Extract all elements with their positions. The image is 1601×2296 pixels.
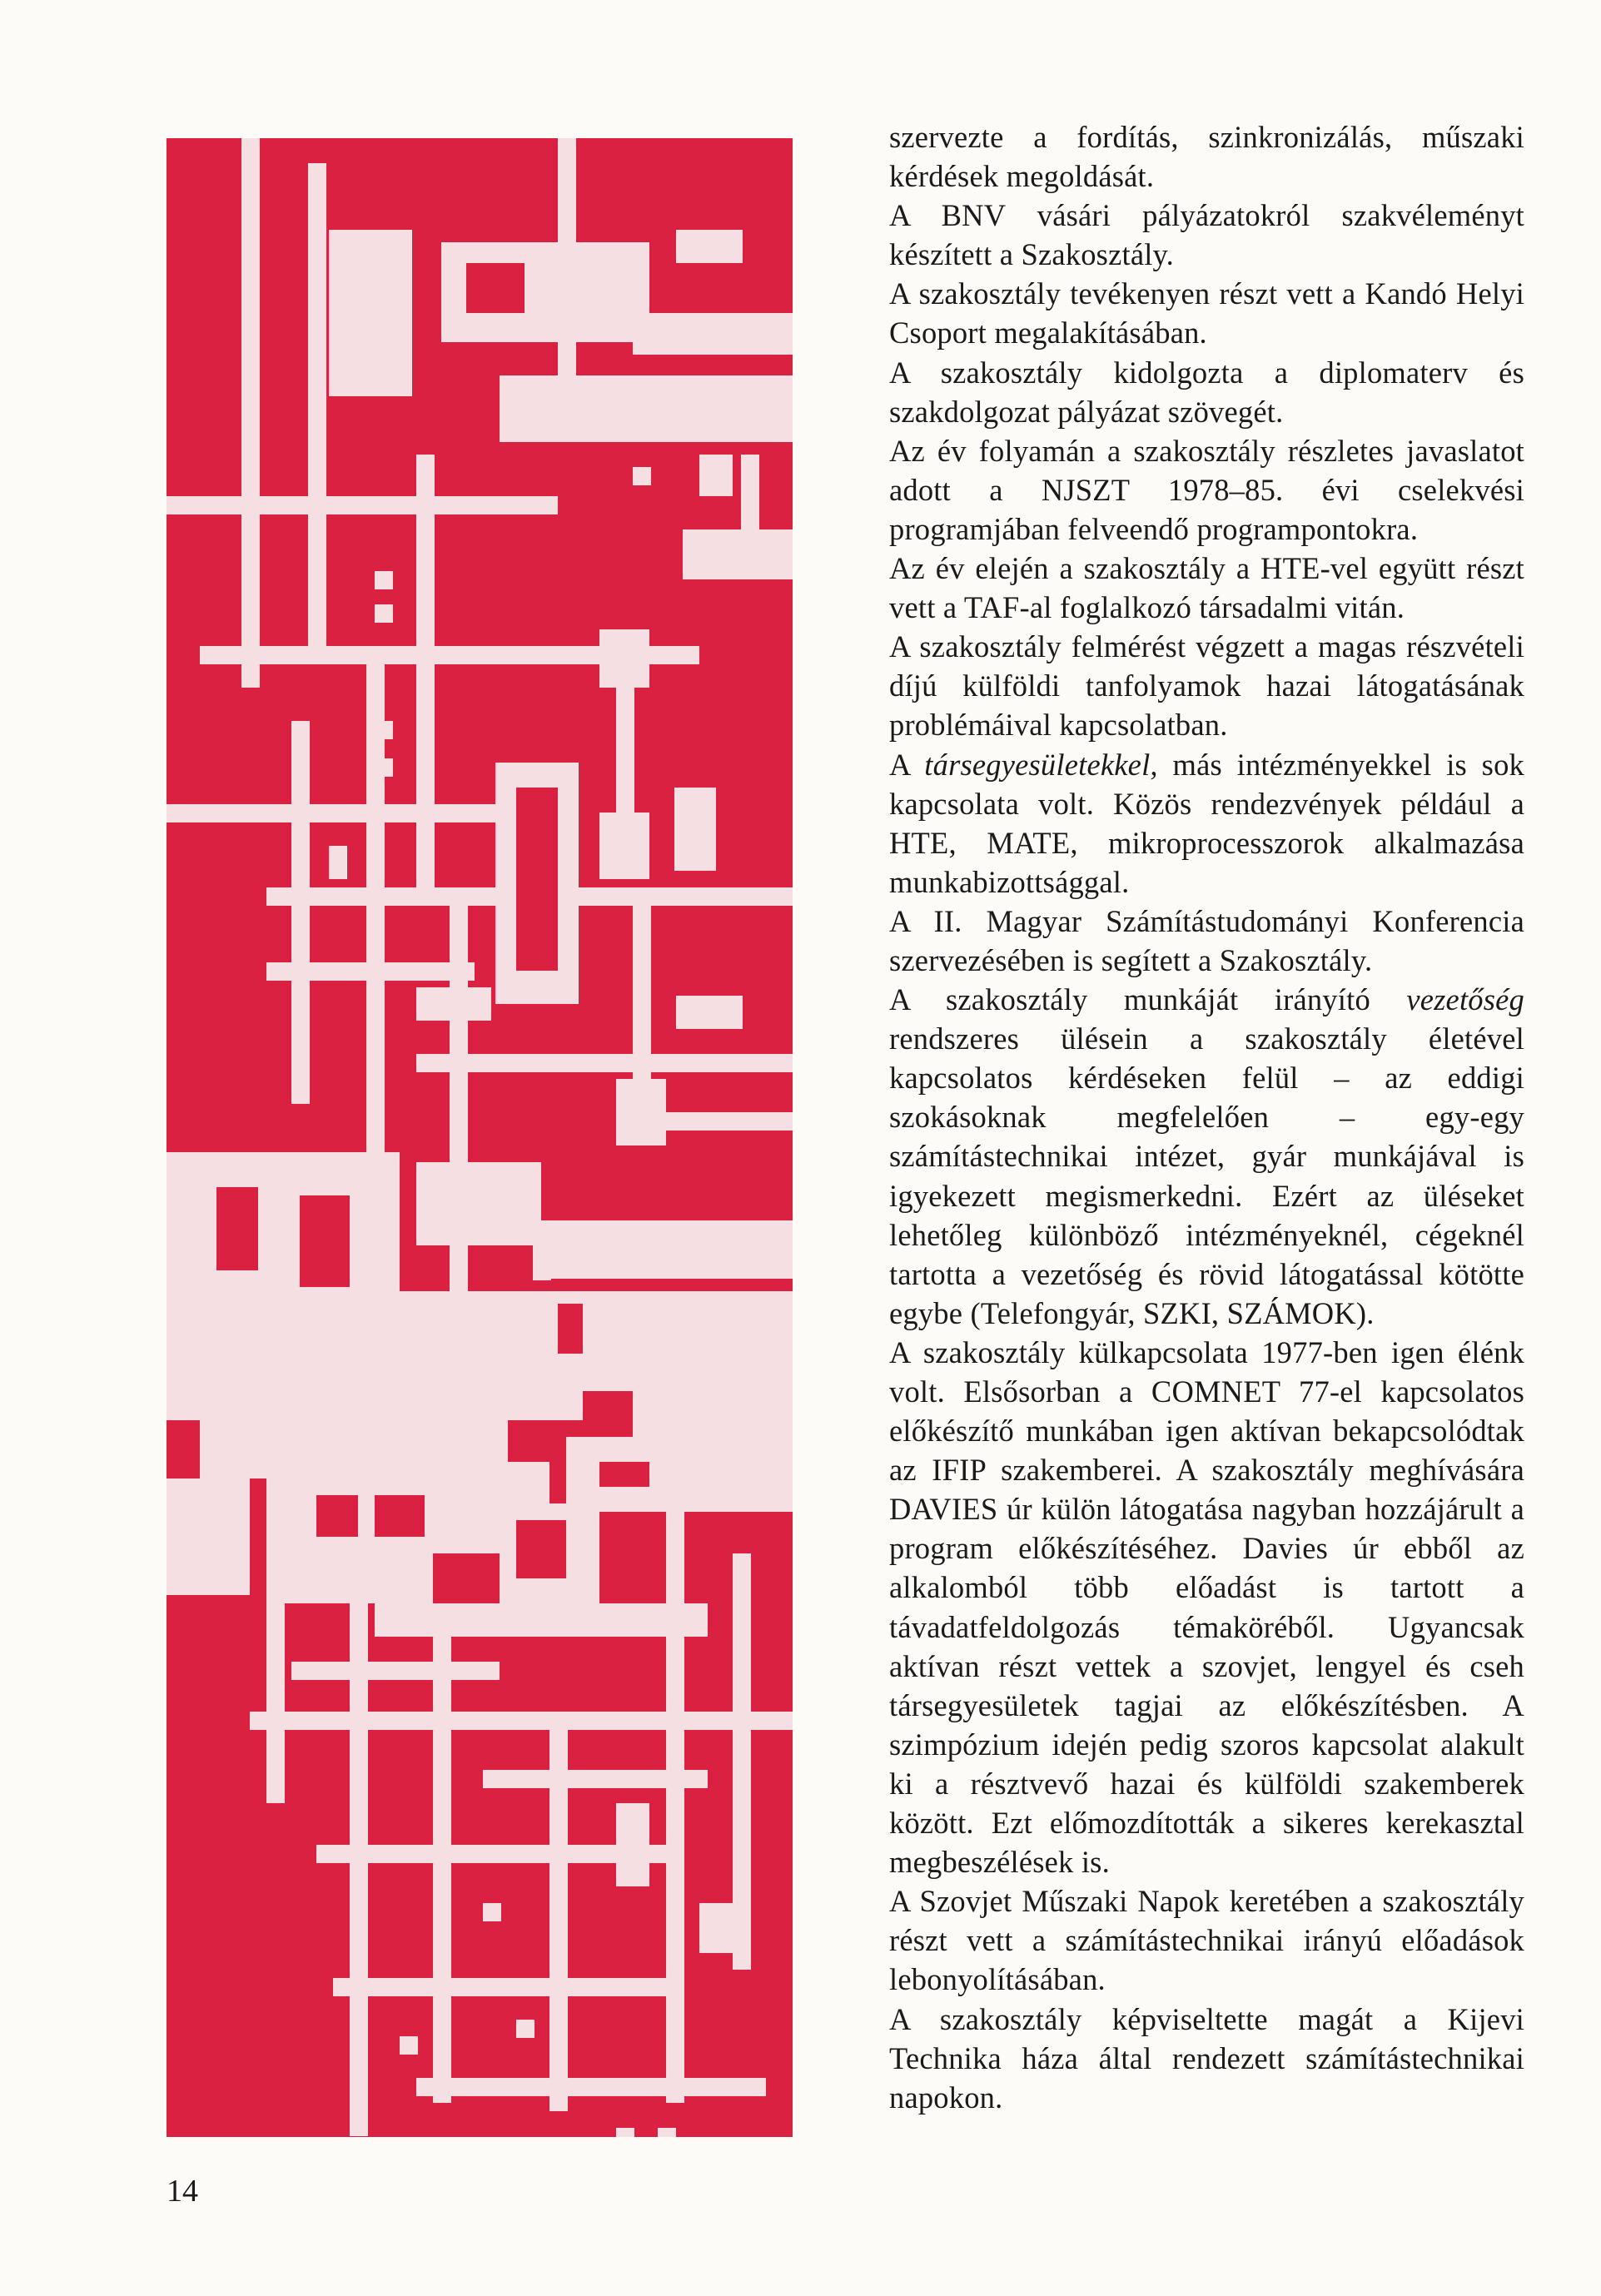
paragraph-course-survey: A szakosztály felmérést végzett a magas részvételi díjú külföldi tanfolyamok hazai látogatásának problémáival kapcsolatban.: [889, 629, 1524, 743]
paragraph-partner-societies-emphasis: társegyesületekkel,: [924, 747, 1158, 782]
paragraph-partner-societies-start: A: [889, 747, 925, 782]
paragraph-diploma-competition: A szakosztály kidolgozta a diplomaterv és szakdolgozat pályázat szövegét.: [889, 355, 1524, 429]
paragraph-njszt-proposal: Az év folyamán a szakosztály részletes javaslatot adott a NJSZT 1978–85. évi cselekvési programjában felveendő programpontokra.: [889, 433, 1524, 546]
paragraph-kiev-days: A szakosztály képviseltette magát a Kijevi Technika háza által rendezett számítástechnikai napokon.: [889, 2001, 1524, 2115]
page-number: 14: [167, 2174, 198, 2209]
paragraph-leadership-start: A szakosztály munkáját irányító: [889, 982, 1407, 1017]
abstract-circuit-artwork: [167, 138, 793, 2137]
paragraph-partner-societies-rest: más intézményekkel is sok kapcsolata volt. Közös rendezvények például a HTE, MATE, mikroprocesszorok alkalmazása munkabizottsággal.: [889, 747, 1524, 899]
paragraph-leadership: [889, 980, 1524, 1333]
article-text-column: [889, 117, 1524, 2117]
paragraph-soviet-days: A Szovjet Műszaki Napok keretében a szakosztály részt vett a számítástechnikai irányú előadások lebonyolításában.: [889, 1884, 1524, 1997]
paragraph-hte-debate: Az év elején a szakosztály a HTE-vel együtt részt vett a TAF-al foglalkozó társadalmi vitán.: [889, 551, 1524, 625]
paragraph-leadership-rest: rendszeres ülésein a szakosztály életével kapcsolatos kérdéseken felül – az eddigi szokásoknak megfelelően – egy-egy számítástechnikai intézet, gyár munkájával is igyekezett megismerkedni. Ezért az üléseket lehetőleg különböző intézményeknél, cégeknél tartotta a vezetőség és rövid látogatással kötötte egybe (Telefongyár, SZKI, SZÁMOK).: [889, 1021, 1524, 1330]
paragraph-bnv-expert-opinion: A BNV vásári pályázatokról szakvéleményt készített a Szakosztály.: [889, 198, 1524, 272]
paragraph-kando-group: A szakosztály tevékenyen részt vett a Kandó Helyi Csoport megalakításában.: [889, 276, 1524, 350]
paragraph-leadership-emphasis: vezetőség: [1406, 982, 1524, 1017]
paragraph-foreign-relations: A szakosztály külkapcsolata 1977-ben igen élénk volt. Elsősorban a COMNET 77-el kapcsolatos előkészítő munkában igen aktívan bekapcsolódtak az IFIP szakemberei. A szakosztály meghívására DAVIES úr külön látogatása nagyban hozzájárult a program előkészítéséhez. Davies úr ebből az alkalomból több előadást is tartott a távadatfeldolgozás témaköréből. Ugyancsak aktívan részt vettek a szovjet, lengyel és cseh társegyesületek tagjai az előkészítésben. A szimpózium idején pedig szoros kapcsolat alakult ki a résztvevő hazai és külföldi szakemberek között. Ezt előmozdították a sikeres kerekasztal megbeszélések is.: [889, 1334, 1524, 1880]
paragraph-partner-societies: [889, 745, 1524, 902]
paragraph-translation-organization: szervezte a fordítás, szinkronizálás, műszaki kérdések megoldását.: [889, 120, 1524, 194]
paragraph-conference: A II. Magyar Számítástudományi Konferencia szervezésében is segített a Szakosztály.: [889, 903, 1524, 977]
circuit-pattern-graphic: [167, 138, 793, 2137]
